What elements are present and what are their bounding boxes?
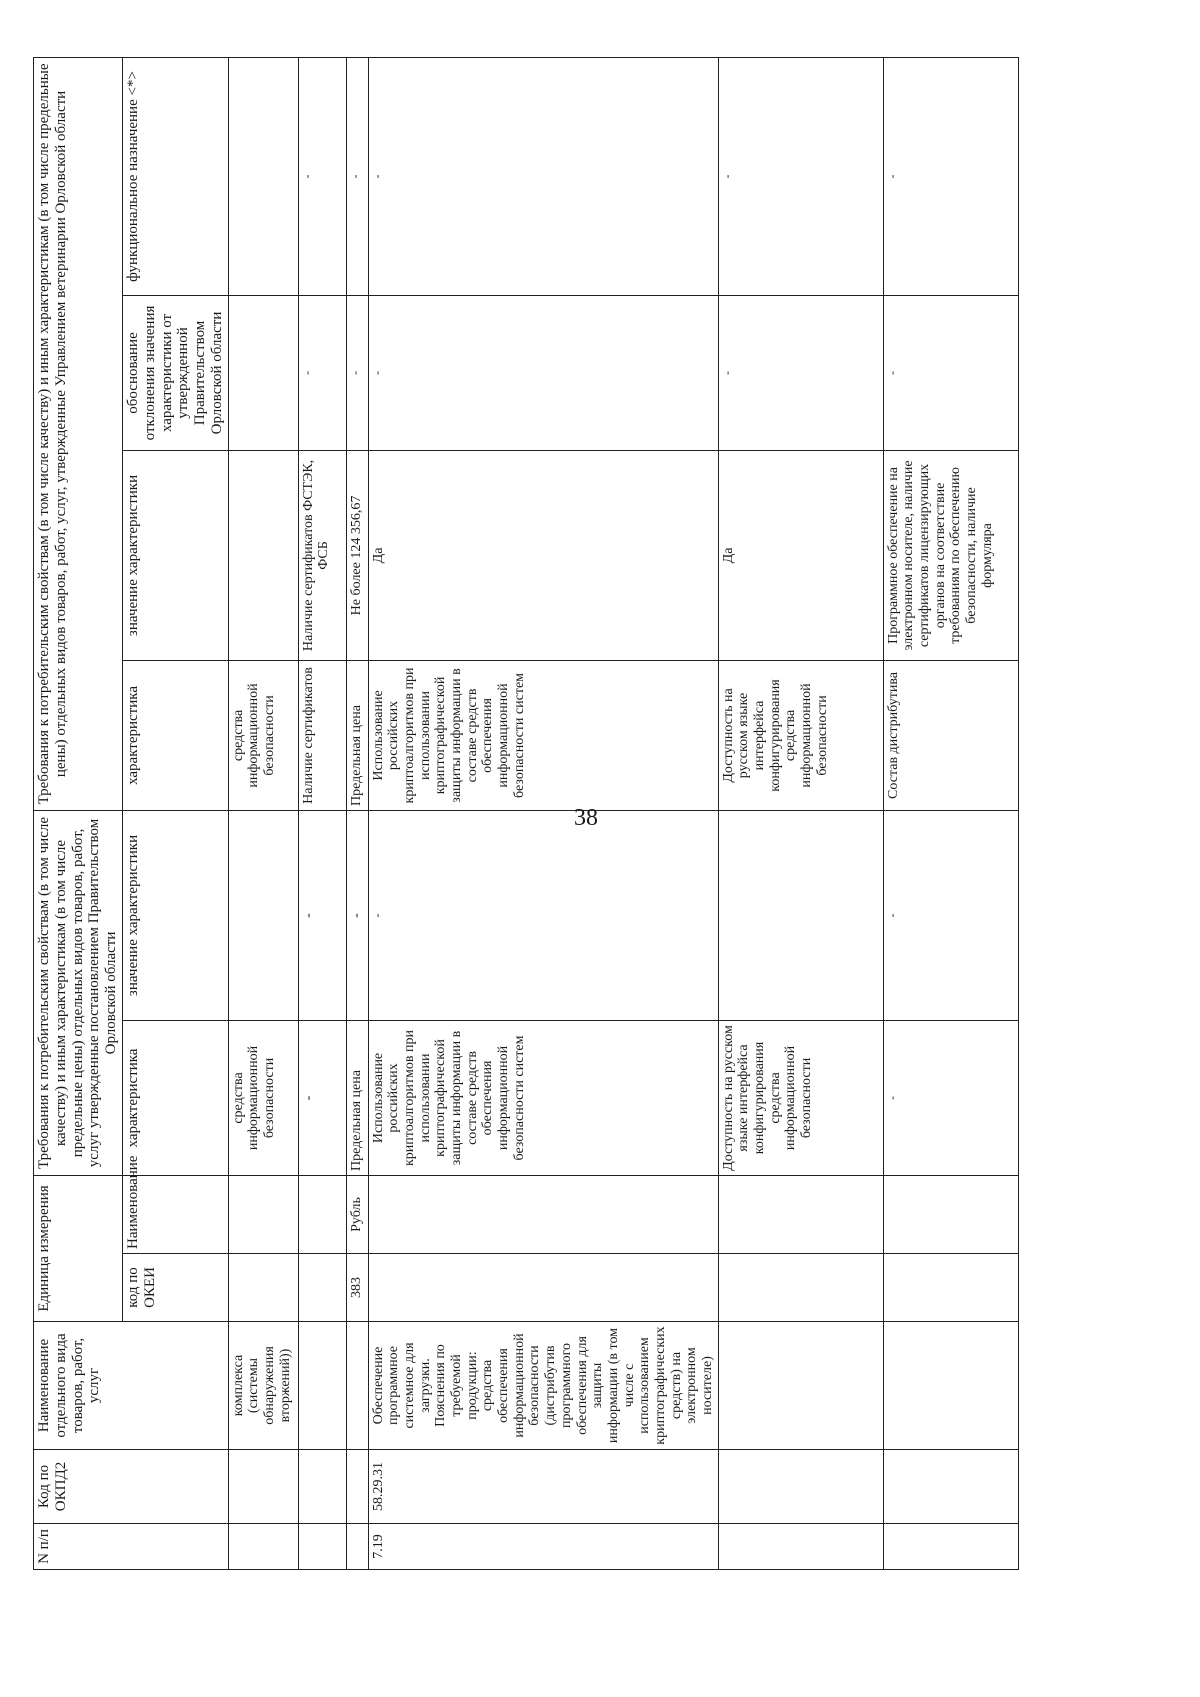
cell-gov-value: - (368, 810, 718, 1020)
cell-unit-code (883, 1254, 1018, 1322)
page-number: 38 (574, 805, 598, 831)
cell-code (228, 1450, 298, 1524)
cell-dept-function (228, 57, 298, 295)
cell-unit-name (368, 1175, 718, 1253)
cell-gov-characteristic: - (883, 1020, 1018, 1175)
cell-name (718, 1322, 883, 1450)
cell-num (298, 1524, 346, 1570)
cell-unit-code (298, 1254, 346, 1322)
cell-unit-name: Рубль (346, 1175, 368, 1253)
header-gov-characteristic: характеристика (122, 1020, 228, 1175)
header-unit: Единица измерения (34, 1175, 123, 1321)
cell-dept-characteristic: Использование российских криптоалгоритмов при использовании криптографической защиты информации в составе средств обеспечения информационной безопасности систем (368, 660, 718, 810)
header-dept-requirements: Требования к потребительским свойствам (в том числе качеству) и иным характеристикам (в том числе предельные цены) отдельных видов товаров, работ, услуг, утвержденные Управлением ветеринарии Орловской области (34, 57, 123, 810)
cell-dept-deviation: - (883, 295, 1018, 450)
cell-code (298, 1450, 346, 1524)
header-name: Наименование отдельного вида товаров, работ, услуг (34, 1322, 229, 1450)
cell-dept-function: - (368, 57, 718, 295)
cell-dept-value: Наличие сертификатов ФСТЭК, ФСБ (298, 450, 346, 660)
cell-dept-deviation (228, 295, 298, 450)
table-row (883, 57, 1018, 1569)
cell-num (346, 1524, 368, 1570)
cell-num (883, 1524, 1018, 1570)
cell-dept-characteristic: Доступность на русском языке интерфейса конфигурирования средства информационной безопасности (718, 660, 883, 810)
cell-code (346, 1450, 368, 1524)
cell-dept-characteristic: Предельная цена (346, 660, 368, 810)
table-row (228, 57, 298, 1569)
cell-name (346, 1322, 368, 1450)
header-unit-code: код по ОКЕИ (122, 1254, 228, 1322)
cell-name: Обеспечение программное системное для загрузки. Пояснения по требуемой продукции: средства обеспечения информационной безопасности (дистрибутив программного обеспечения для защиты информации (в том числе с использованием криптографических средств) на электронном носителе) (368, 1322, 718, 1450)
table-row (298, 57, 346, 1569)
requirements-table (33, 57, 1019, 1570)
cell-code (718, 1450, 883, 1524)
cell-unit-code: 383 (346, 1254, 368, 1322)
cell-code (883, 1450, 1018, 1524)
cell-gov-value: - (298, 810, 346, 1020)
cell-num (718, 1524, 883, 1570)
header-dept-function: функциональное назначение <*> (122, 57, 228, 295)
header-gov-requirements: Требования к потребительским свойствам (в том числе качеству) и иным характеристикам (в том числе предельные цены) отдельных видов товаров, работ, услуг утвержденные постановлением Правительством Орловской области (34, 810, 123, 1175)
header-row-1 (34, 57, 123, 1569)
table-row (718, 57, 883, 1569)
cell-dept-function: - (298, 57, 346, 295)
cell-dept-deviation: - (346, 295, 368, 450)
cell-num: 7.19 (368, 1524, 718, 1570)
cell-dept-value: Не более 124 356,67 (346, 450, 368, 660)
cell-unit-name (718, 1175, 883, 1253)
cell-unit-name (883, 1175, 1018, 1253)
cell-unit-code (368, 1254, 718, 1322)
cell-gov-characteristic: Использование российских криптоалгоритмов при использовании криптографической защиты информации в составе средств обеспечения информационной безопасности систем (368, 1020, 718, 1175)
cell-gov-characteristic: - (298, 1020, 346, 1175)
header-dept-characteristic: характеристика (122, 660, 228, 810)
cell-name: комплекса (системы обнаружения вторжений)) (228, 1322, 298, 1450)
cell-gov-characteristic: Предельная цена (346, 1020, 368, 1175)
table-row (368, 57, 718, 1569)
header-dept-deviation: обоснование отклонения значения характеристики от утвержденной Правительством Орловской области (122, 295, 228, 450)
cell-dept-function: - (883, 57, 1018, 295)
cell-unit-name (228, 1175, 298, 1253)
header-code: Код по ОКПД2 (34, 1450, 229, 1524)
cell-gov-characteristic: средства информационной безопасности (228, 1020, 298, 1175)
cell-unit-code (718, 1254, 883, 1322)
cell-num (228, 1524, 298, 1570)
header-unit-name: Наименование (122, 1175, 228, 1253)
cell-name (298, 1322, 346, 1450)
cell-dept-function: - (718, 57, 883, 295)
cell-dept-value: Да (718, 450, 883, 660)
cell-name (883, 1322, 1018, 1450)
cell-gov-characteristic: Доступность на русском языке интерфейса конфигурирования средства информационной безопасности (718, 1020, 883, 1175)
cell-gov-value (228, 810, 298, 1020)
cell-unit-name (298, 1175, 346, 1253)
cell-dept-characteristic: средства информационной безопасности (228, 660, 298, 810)
cell-dept-characteristic: Состав дистрибутива (883, 660, 1018, 810)
rotated-table-container (33, 58, 1105, 1570)
cell-gov-value: - (883, 810, 1018, 1020)
cell-dept-deviation: - (368, 295, 718, 450)
cell-code: 58.29.31 (368, 1450, 718, 1524)
cell-dept-function: - (346, 57, 368, 295)
cell-gov-value: - (346, 810, 368, 1020)
header-gov-value: значение характеристики (122, 810, 228, 1020)
header-dept-value: значение характеристики (122, 450, 228, 660)
cell-dept-value: Да (368, 450, 718, 660)
cell-dept-characteristic: Наличие сертификатов (298, 660, 346, 810)
cell-dept-deviation: - (718, 295, 883, 450)
cell-dept-value (228, 450, 298, 660)
cell-unit-code (228, 1254, 298, 1322)
cell-dept-value: Программное обеспечение на электронном носителе, наличие сертификатов лицензирующих органов на соответствие требованиям по обеспечению безопасности, наличие формуляра (883, 450, 1018, 660)
cell-dept-deviation: - (298, 295, 346, 450)
header-num: N п/п (34, 1524, 229, 1570)
table-row (346, 57, 368, 1569)
cell-gov-value (718, 810, 883, 1020)
